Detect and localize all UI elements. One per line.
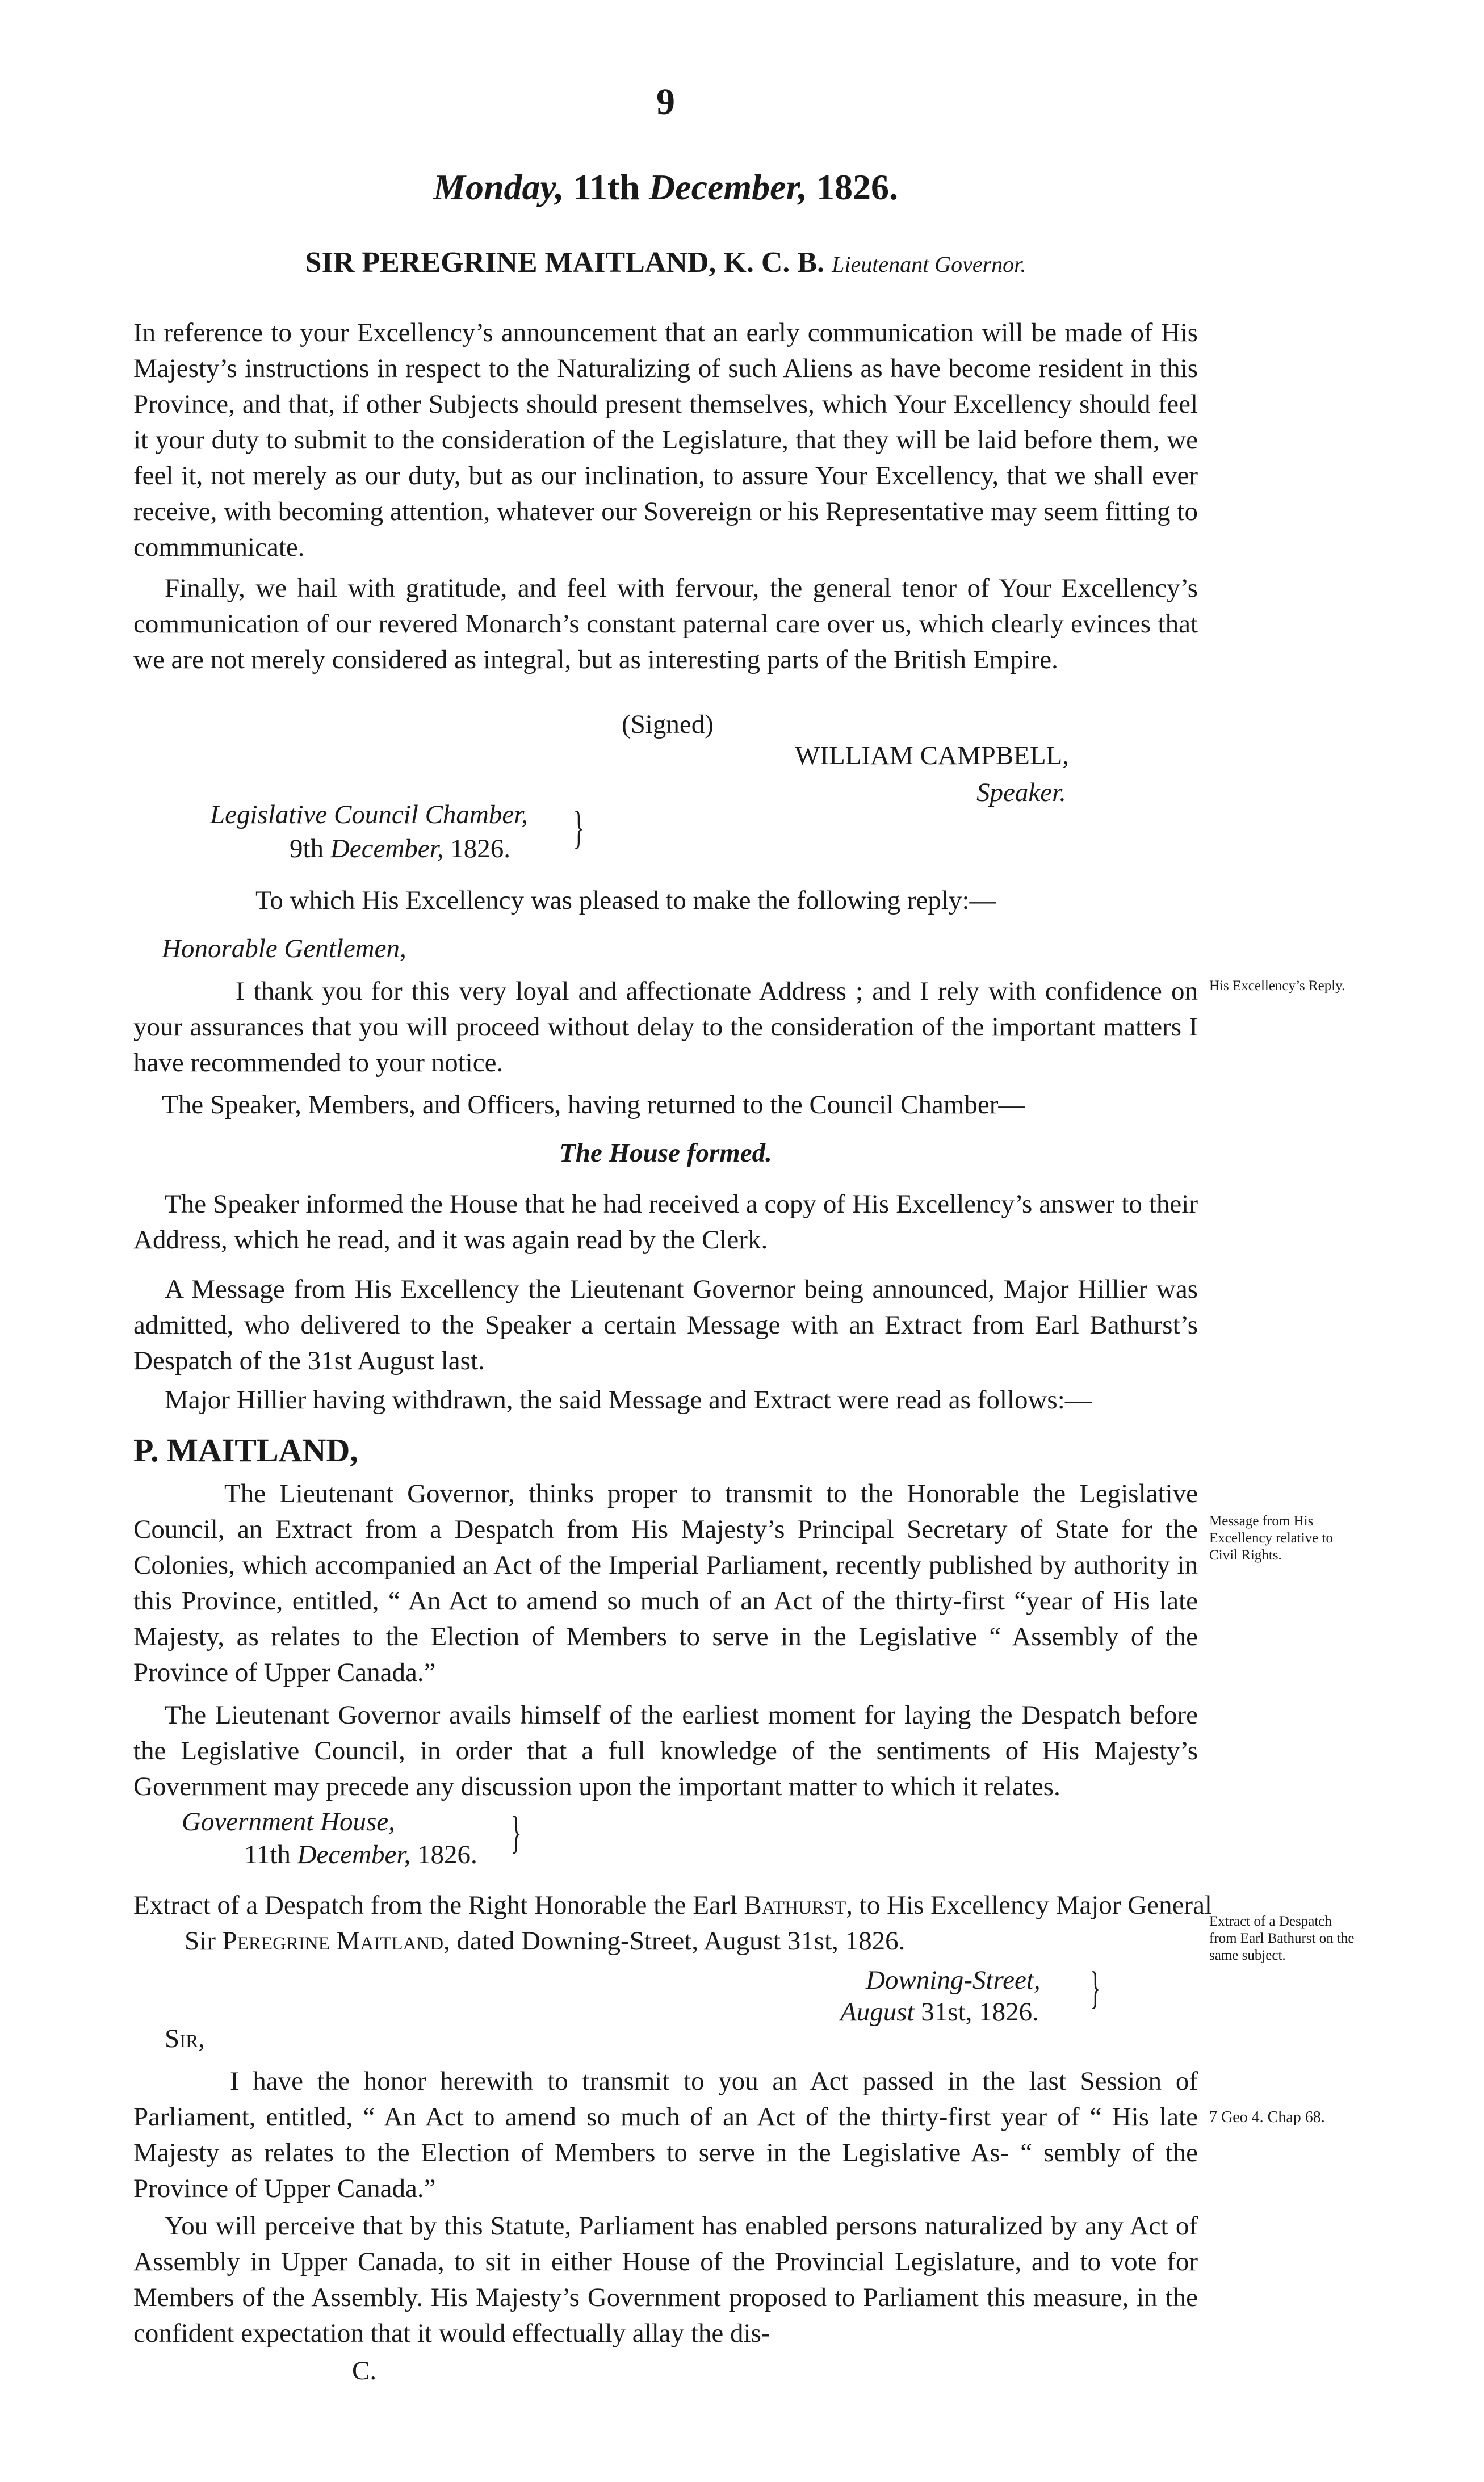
- address-paragraph-2: Finally, we hail with gratitude, and feel with fervour, the general tenor of Your Excellency’s communication of our revered Monarch’s constant paternal care over us, which clearly evinces that we are not merely considered as integral, but as interesting parts of the British Empire.: [133, 573, 1198, 674]
- brace-2: }: [510, 1808, 522, 1858]
- reply-intro: To which His Excellency was pleased to make the following reply:—: [255, 886, 996, 915]
- speaker-informed: The Speaker informed the House that he had received a copy of His Excellency’s answer to their Address, which he read, and it was again read by the Clerk.: [133, 1189, 1198, 1255]
- returned-line: The Speaker, Members, and Officers, having returned to the Council Chamber—: [162, 1090, 1025, 1120]
- date-month: December,: [648, 167, 807, 207]
- place-date-1: [210, 798, 664, 866]
- presiding-title: Lieutenant Governor.: [832, 251, 1026, 277]
- date-year: 1826.: [816, 167, 898, 207]
- date-weekday: Monday,: [433, 167, 564, 207]
- extract-heading: Extract of a Despatch from the Right Honorable the Earl Bathurst, to His Excellency Major General Sir Peregrine Maitland, dated Downing-Street, August 31st, 1826.: [133, 1890, 1212, 1956]
- maitland-heading: P. MAITLAND,: [133, 1432, 358, 1469]
- signed-label: (Signed): [622, 710, 714, 739]
- sidenote-message: Message from His Excellency relative to Civil Rights.: [1209, 1513, 1333, 1563]
- house-formed: The House formed.: [559, 1138, 772, 1168]
- brace-3: }: [1089, 1963, 1101, 2013]
- signatory-name: WILLIAM CAMPBELL,: [795, 741, 1070, 770]
- catchword: C.: [352, 2356, 377, 2385]
- sidenote-chapter: 7 Geo 4. Chap 68.: [1209, 2108, 1325, 2126]
- date-heading: [133, 165, 1198, 210]
- page-number: 9: [656, 81, 675, 123]
- place-line-2: 9th December, 1826.: [290, 834, 510, 863]
- salutation-sir: Sir,: [165, 2024, 205, 2053]
- date-day: 11th: [573, 167, 640, 207]
- signatory-role: Speaker.: [976, 778, 1066, 807]
- reply-text: I thank you for this very loyal and affectionate Address ; and I rely with confidence on your assurances that you will proceed without delay to the consideration of the important matters I have recommended to your notice.: [133, 976, 1198, 1078]
- place-date-3: [840, 1964, 1181, 2028]
- sidenote-extract: Extract of a Despatch from Earl Bathurst on the same subject.: [1209, 1914, 1355, 1963]
- place-line-1: Downing-Street,: [866, 1965, 1041, 1995]
- message-paragraph-1: The Lieutenant Governor, thinks proper to transmit to the Honorable the Legislative Council, an Extract from a Despatch from His Majesty’s Principal Secretary of State for the Colonies, which accompanied an Act of the Imperial Parliament, recently published by authority in this Province, entitled, “ An Act to amend so much of an Act of the thirty-first “year of His late Majesty, as relates to the Election of Members to serve in the Legislative “ Assembly of the Province of Upper Canada.”: [133, 1479, 1198, 1687]
- hillier-withdrawn: Major Hillier having withdrawn, the said Message and Extract were read as follows:—: [165, 1385, 1092, 1415]
- place-line-2: August 31st, 1826.: [840, 1997, 1039, 2027]
- place-line-1: Government House,: [182, 1807, 395, 1837]
- despatch-paragraph-1: I have the honor herewith to transmit to you an Act passed in the last Session of Parliament, entitled, “ An Act to amend so much of an Act of the thirty-first year of “ His late Majesty as relates to the Election of Members to serve in the Legislative As- “ sembly of the Province of Upper Canada.”: [133, 2066, 1198, 2203]
- brace-1: }: [573, 803, 584, 853]
- presiding-officer: [133, 244, 1198, 283]
- message-paragraph-2: The Lieutenant Governor avails himself of the earliest moment for laying the Despatch before the Legislative Council, in order that a full knowledge of the sentiments of His Majesty’s Government may precede any discussion upon the important matter to which it relates.: [133, 1700, 1198, 1801]
- place-line-2: 11th December, 1826.: [244, 1840, 477, 1869]
- place-line-1: Legislative Council Chamber,: [210, 800, 529, 829]
- despatch-paragraph-2: You will perceive that by this Statute, Parliament has enabled persons naturalized by any Act of Assembly in Upper Canada, to sit in either House of the Provincial Legislature, and to vote for Members of the Assembly. His Majesty’s Government proposed to Parliament this measure, in the confident expectation that it would effectually allay the dis-: [133, 2211, 1198, 2348]
- sidenote-reply: His Excellency’s Reply.: [1209, 978, 1345, 993]
- salutation: Honorable Gentlemen,: [162, 934, 406, 963]
- address-paragraph-1: In reference to your Excellency’s announcement that an early communication will be made of His Majesty’s instructions in respect to the Naturalizing of such Aliens as have become resident in this Province, and that, if other Subjects should present themselves, which Your Excellency should feel it your duty to submit to the consideration of the Legislature, that they will be laid before them, we feel it, not merely as our duty, but as our inclination, to assure Your Excellency, that we shall ever receive, with becoming attention, whatever our Sovereign or his Representative may seem fitting to commmunicate.: [133, 318, 1198, 562]
- presiding-name: SIR PEREGRINE MAITLAND, K. C. B.: [305, 246, 825, 279]
- message-announced: A Message from His Excellency the Lieutenant Governor being announced, Major Hillier was admitted, who delivered to the Speaker a certain Message with an Extract from Earl Bathurst’s Despatch of the 31st August last.: [133, 1274, 1198, 1376]
